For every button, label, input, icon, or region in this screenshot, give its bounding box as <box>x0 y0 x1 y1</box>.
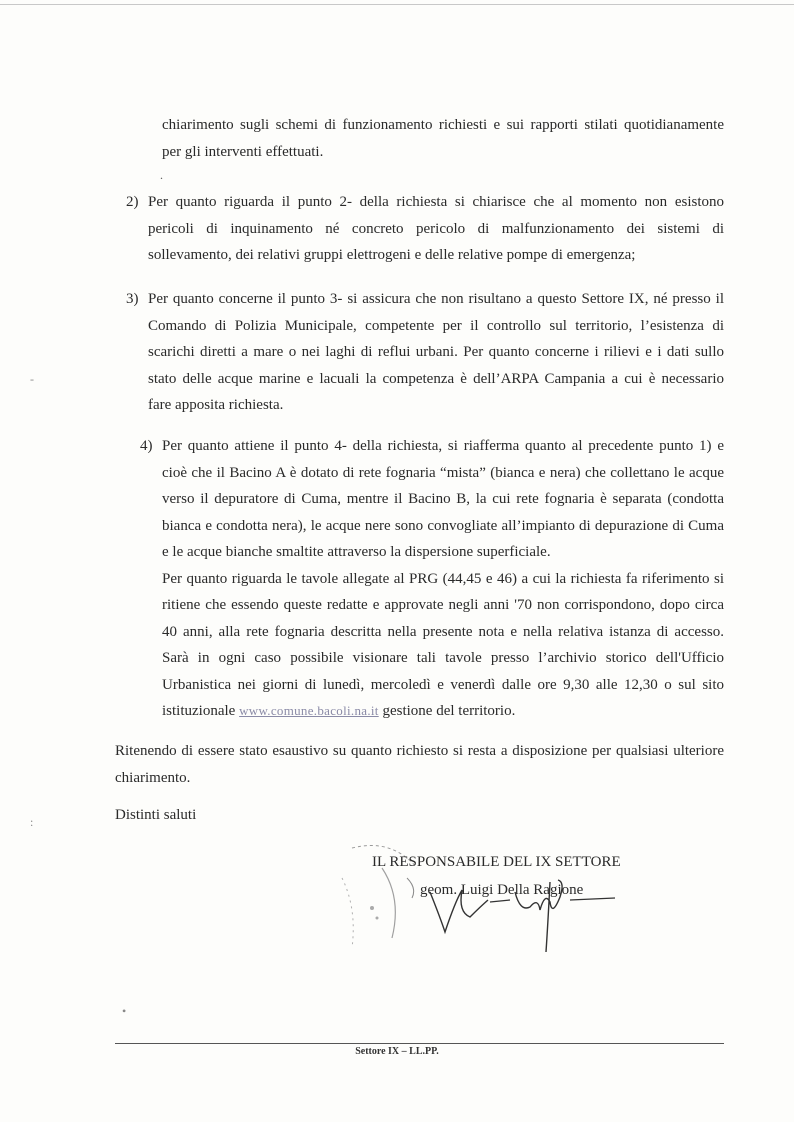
signatory-name: geom. Luigi Della Ragione <box>420 882 584 898</box>
text-line: scarichi diretti a mare o nei laghi di reflui urbani. Per quanto concerne i rilievi e i dati sullo <box>148 344 724 360</box>
text-fragment: istituzionale <box>162 703 236 719</box>
text-line: pericoli di inquinamento né concreto pericolo di malfunzionamento dei sistemi di <box>148 220 724 237</box>
intro-paragraph <box>162 112 724 165</box>
closing-paragraph <box>115 738 724 791</box>
text-line: 40 anni, alla rete fognaria descritta nella presente nota e nella relativa istanza di accesso. <box>162 623 724 640</box>
scan-speck: - <box>30 372 34 386</box>
text-line: Per quanto riguarda le tavole allegate al PRG (44,45 e 46) a cui la richiesta fa riferimento si <box>162 570 724 587</box>
text-line: Per quanto riguarda il punto 2- della richiesta si chiarisce che al momento non esistono <box>148 194 724 210</box>
text-line: Urbanistica nei giorni di lunedì, mercoledì e venerdì dalle ore 9,30 alle 12,30 o sul sito <box>162 676 724 693</box>
scan-speck: : <box>30 815 34 829</box>
text-line: per gli interventi effettuati. <box>162 143 324 160</box>
text-line: sollevamento, dei relativi gruppi elettrogeni e delle relative pompe di emergenza; <box>148 247 636 263</box>
item-4-paragraph <box>162 433 724 725</box>
item-number: 3) <box>126 291 139 307</box>
text-line: chiarimento. <box>115 769 191 786</box>
text-line: chiarimento sugli schemi di funzionamento richiesti e sui rapporti stilati quotidianamente <box>162 117 724 133</box>
item-3-paragraph <box>148 286 724 419</box>
text-line: stato delle acque marine e lacuali la competenza è dell’ARPA Campania a cui è necessario <box>148 370 724 387</box>
text-line: Per quanto attiene il punto 4- della richiesta, si riafferma quanto al precedente punto 1) e <box>162 438 724 454</box>
text-line: Sarà in ogni caso possibile visionare tali tavole presso l’archivio storico dell'Ufficio <box>162 650 724 666</box>
text-line <box>162 698 724 725</box>
text-line: verso il depuratore di Cuma, mentre il Bacino B, la cui rete fognaria è separata (condotta <box>162 491 724 507</box>
item-number: 4) <box>140 438 153 454</box>
text-line: ritiene che essendo queste redatte e approvate negli anni '70 non corrispondono, dopo circa <box>162 597 724 613</box>
text-line: cioè che il Bacino A è dotato di rete fognaria “mista” (bianca e nera) che collettano le acque <box>162 464 724 481</box>
text-fragment: gestione del territorio. <box>382 703 516 719</box>
website-link[interactable]: www.comune.bacoli.na.it <box>239 703 379 718</box>
item-2-paragraph <box>148 189 724 269</box>
item-number: 2) <box>126 194 139 210</box>
text-line: Comando di Polizia Municipale, competente per il controllo sul territorio, l’esistenza di <box>148 317 724 334</box>
scan-top-edge <box>0 4 794 5</box>
stray-dot: . <box>160 168 163 182</box>
text-line: fare apposita richiesta. <box>148 397 284 413</box>
greeting: Distinti saluti <box>115 807 197 823</box>
text-line: Ritenendo di essere stato esaustivo su quanto richiesto si resta a disposizione per qualsiasi ulteriore <box>115 743 724 759</box>
text-line: e le acque bianche smaltite attraverso la dispersione superficiale. <box>162 544 551 560</box>
text-line: Per quanto concerne il punto 3- si assicura che non risultano a questo Settore IX, né presso il <box>148 291 724 307</box>
scan-speck: • <box>122 1004 127 1018</box>
page-footer: Settore IX – LL.PP. <box>355 1046 439 1057</box>
signatory-title: IL RESPONSABILE DEL IX SETTORE <box>372 854 621 870</box>
footer-rule <box>115 1043 724 1044</box>
text-line: bianca e condotta nera), le acque nere sono convogliate all’impianto di depurazione di Cuma <box>162 517 724 534</box>
handwritten-signature <box>400 872 620 962</box>
